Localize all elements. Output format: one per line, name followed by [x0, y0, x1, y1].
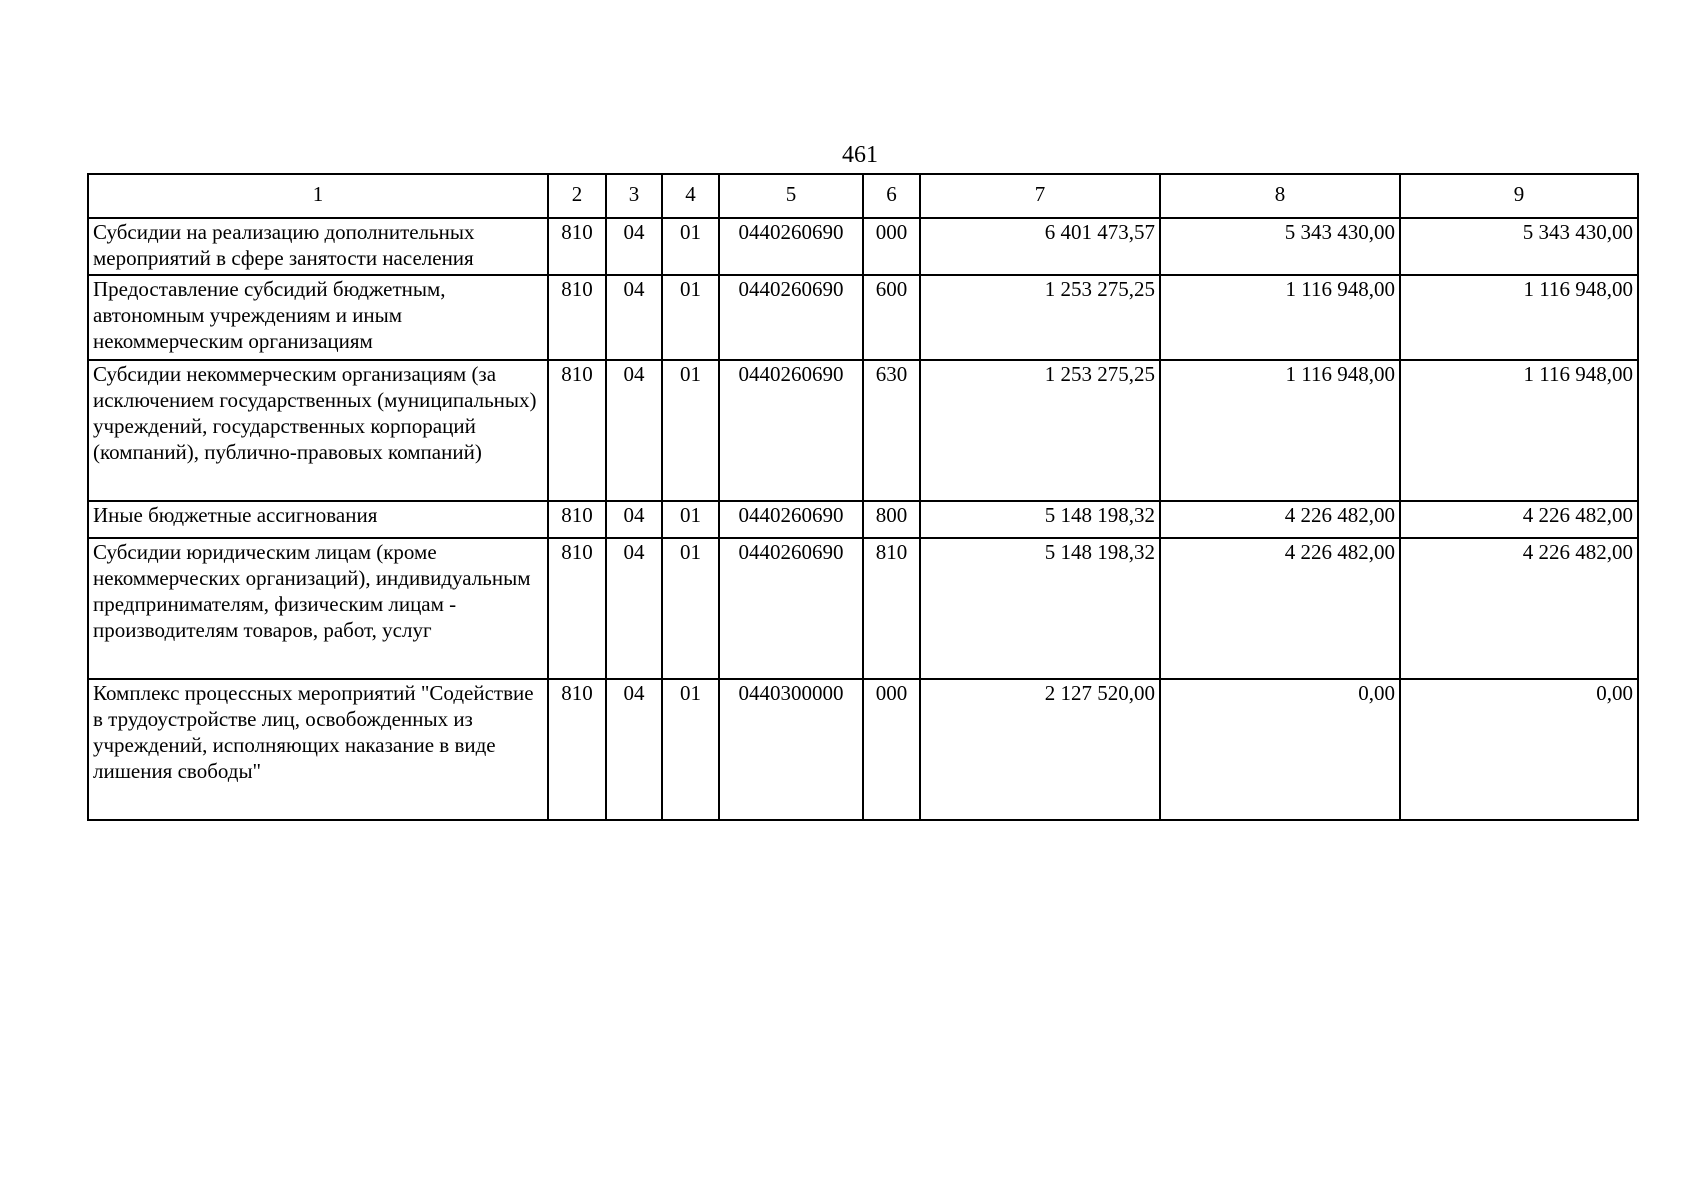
row-amount-col9: 4 226 482,00 [1400, 538, 1638, 679]
row-code-ministry: 810 [548, 679, 606, 820]
row-code-target: 0440260690 [719, 275, 863, 360]
row-code-target: 0440260690 [719, 501, 863, 538]
row-name: Иные бюджетные ассигнования [88, 501, 548, 538]
row-code-target: 0440260690 [719, 360, 863, 501]
table-body [88, 218, 1638, 820]
row-code-section: 04 [606, 360, 662, 501]
row-code-section: 04 [606, 538, 662, 679]
row-amount-col8: 1 116 948,00 [1160, 275, 1400, 360]
row-amount-col7: 1 253 275,25 [920, 275, 1160, 360]
row-code-ministry: 810 [548, 218, 606, 275]
table-header [88, 174, 1638, 218]
row-code-target: 0440260690 [719, 538, 863, 679]
table-row [88, 501, 1638, 538]
table-row [88, 538, 1638, 679]
row-code-ministry: 810 [548, 360, 606, 501]
row-code-section: 04 [606, 218, 662, 275]
header-col-7: 7 [920, 174, 1160, 218]
row-amount-col7: 5 148 198,32 [920, 501, 1160, 538]
row-amount-col8: 5 343 430,00 [1160, 218, 1400, 275]
row-code-section: 04 [606, 679, 662, 820]
row-code-expense-type: 000 [863, 218, 920, 275]
row-code-subsection: 01 [662, 275, 719, 360]
table-row [88, 360, 1638, 501]
row-code-ministry: 810 [548, 501, 606, 538]
header-col-1: 1 [88, 174, 548, 218]
row-amount-col7: 1 253 275,25 [920, 360, 1160, 501]
budget-table [87, 173, 1639, 821]
row-amount-col8: 4 226 482,00 [1160, 501, 1400, 538]
row-name: Предоставление субсидий бюджетным, автономным учреждениям и иным некоммерческим организациям [88, 275, 548, 360]
header-col-4: 4 [662, 174, 719, 218]
row-code-expense-type: 800 [863, 501, 920, 538]
row-amount-col9: 1 116 948,00 [1400, 360, 1638, 501]
header-col-3: 3 [606, 174, 662, 218]
row-amount-col9: 0,00 [1400, 679, 1638, 820]
table-row [88, 275, 1638, 360]
row-amount-col8: 0,00 [1160, 679, 1400, 820]
row-name: Субсидии на реализацию дополнительных мероприятий в сфере занятости населения [88, 218, 548, 275]
row-amount-col7: 2 127 520,00 [920, 679, 1160, 820]
row-code-ministry: 810 [548, 275, 606, 360]
row-code-ministry: 810 [548, 538, 606, 679]
row-code-expense-type: 600 [863, 275, 920, 360]
header-col-9: 9 [1400, 174, 1638, 218]
row-code-section: 04 [606, 275, 662, 360]
row-amount-col8: 4 226 482,00 [1160, 538, 1400, 679]
table-row [88, 679, 1638, 820]
row-code-expense-type: 630 [863, 360, 920, 501]
row-code-subsection: 01 [662, 538, 719, 679]
row-amount-col7: 6 401 473,57 [920, 218, 1160, 275]
row-amount-col9: 5 343 430,00 [1400, 218, 1638, 275]
row-amount-col9: 4 226 482,00 [1400, 501, 1638, 538]
header-col-2: 2 [548, 174, 606, 218]
header-col-5: 5 [719, 174, 863, 218]
row-amount-col7: 5 148 198,32 [920, 538, 1160, 679]
row-code-expense-type: 000 [863, 679, 920, 820]
row-name: Комплекс процессных мероприятий "Содействие в трудоустройстве лиц, освобожденных из учреждений, исполняющих наказание в виде лишения свободы" [88, 679, 548, 820]
row-code-target: 0440260690 [719, 218, 863, 275]
table-row [88, 218, 1638, 275]
page-number: 461 [842, 142, 878, 168]
header-row [88, 174, 1638, 218]
row-amount-col9: 1 116 948,00 [1400, 275, 1638, 360]
header-col-6: 6 [863, 174, 920, 218]
row-name: Субсидии некоммерческим организациям (за исключением государственных (муниципальных) учреждений, государственных корпораций (компаний), публично-правовых компаний) [88, 360, 548, 501]
row-code-target: 0440300000 [719, 679, 863, 820]
row-code-expense-type: 810 [863, 538, 920, 679]
row-amount-col8: 1 116 948,00 [1160, 360, 1400, 501]
row-code-subsection: 01 [662, 679, 719, 820]
row-code-subsection: 01 [662, 360, 719, 501]
row-code-subsection: 01 [662, 501, 719, 538]
row-name: Субсидии юридическим лицам (кроме некоммерческих организаций), индивидуальным предпринимателям, физическим лицам - производителям товаров, работ, услуг [88, 538, 548, 679]
row-code-subsection: 01 [662, 218, 719, 275]
row-code-section: 04 [606, 501, 662, 538]
header-col-8: 8 [1160, 174, 1400, 218]
